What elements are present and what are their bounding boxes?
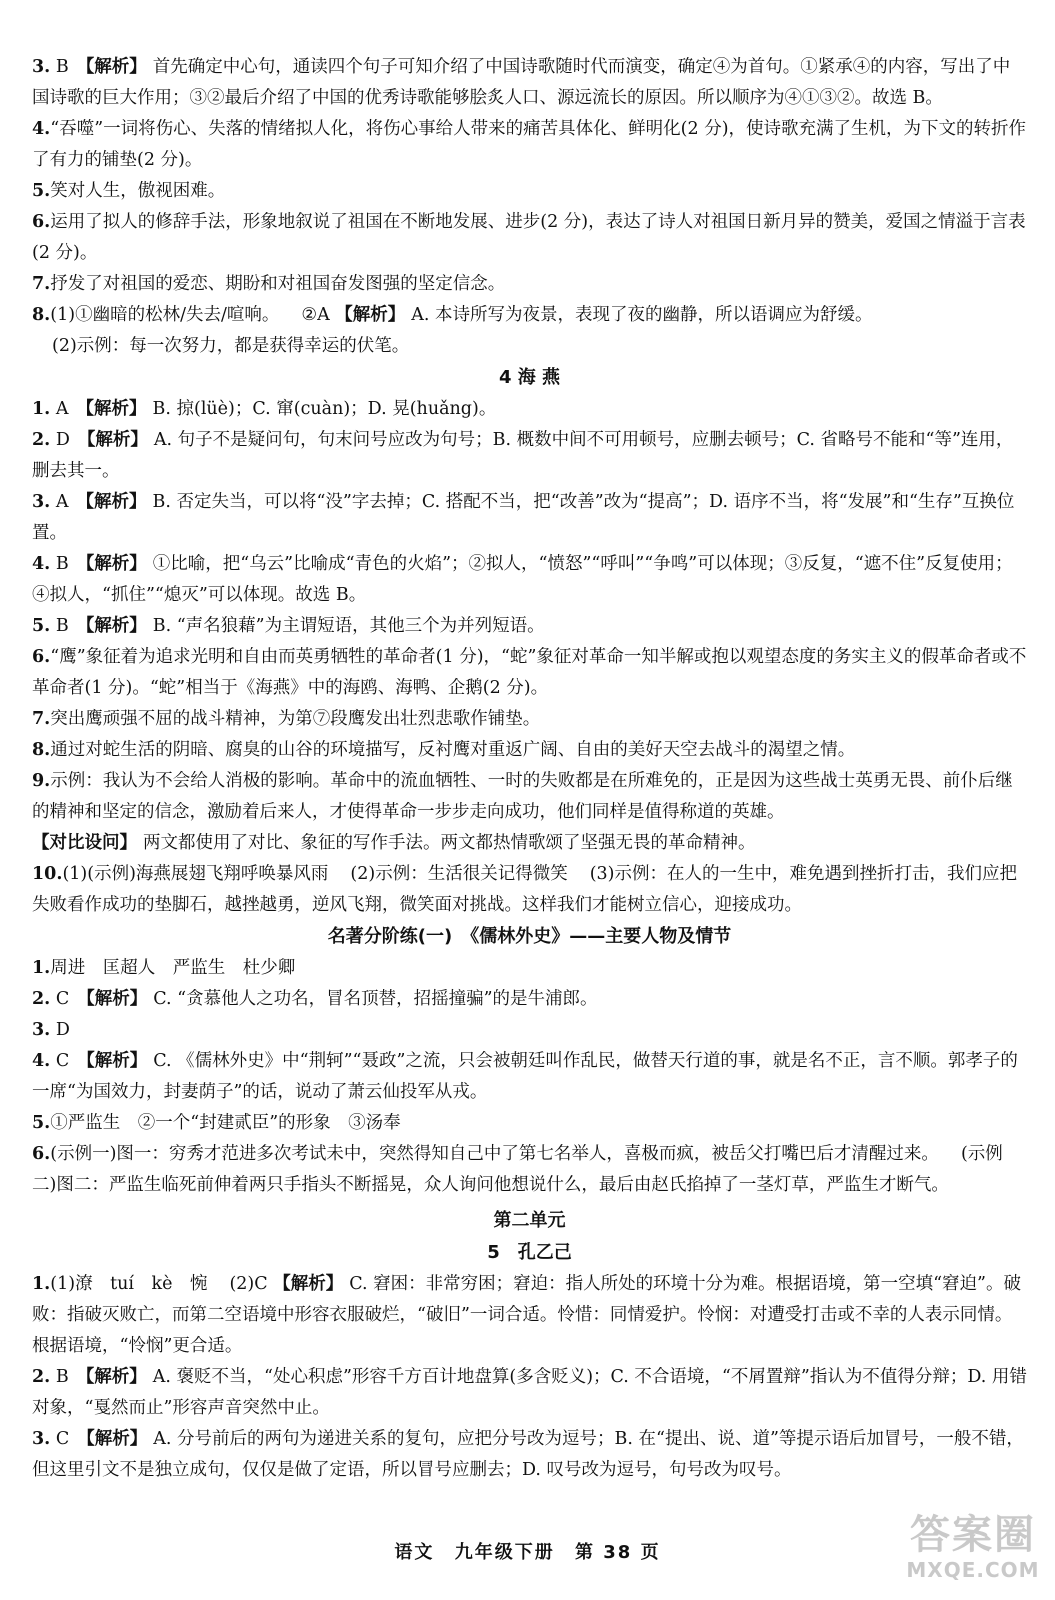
section-title: 名著分阶练(一) 《儒林外史》——主要人物及情节 (327, 926, 732, 947)
answer-item: 3. B 【解析】 首先确定中心句，通读四个句子可知介绍了中国诗歌随时代而演变，确定④为首句。①紧承④的内容，写出了中国诗歌的巨大作用；③②最后介绍了中国的优秀诗歌能够脍炙人口、源远流长的原因。所以顺序为④①③②。故选 B。 (32, 57, 1011, 108)
answer-item: 5.笑对人生，傲视困难。 (32, 181, 226, 201)
answer-item-continuation: (2)示例：每一次努力，都是获得幸运的伏笔。 (52, 336, 410, 356)
unit-title: 第二单元 (493, 1210, 566, 1231)
answer-item: 1. A 【解析】 B. 掠(lüè)；C. 窜(cuàn)；D. 晃(huǎng)。 (32, 399, 497, 419)
watermark-url: MXQE.COM (906, 1558, 1040, 1582)
answer-item: 6.(示例一)图一：穷秀才范进多次考试未中，突然得知自己中了第七名举人，喜极而疯，被岳父打嘴巴后才清醒过来。 (示例二)图二：严监生临死前伸着两只手指头不断摇晃，众人询问他想说什么，最后由赵氏掐掉了一茎灯草，严监生才断气。 (32, 1144, 1003, 1195)
answer-item: 3. A 【解析】 B. 否定失当，可以将“没”字去掉；C. 搭配不当，把“改善”改为“提高”；D. 语序不当，将“发展”和“生存”互换位置。 (32, 492, 1015, 543)
answer-item: 5.①严监生 ②一个“封建贰臣”的形象 ③汤奉 (32, 1113, 401, 1133)
footer-subject: 语文 (394, 1542, 435, 1563)
answer-item: 3. C 【解析】 A. 分号前后的两句为递进关系的复句，应把分号改为逗号；B. 在“提出、说、道”等提示语后加冒号，一般不错，但这里引文不是独立成句，仅仅是做了定语，所以冒号应删去；D. 叹号改为逗号，句号改为叹号。 (32, 1429, 1024, 1480)
answer-item: 4. C 【解析】 C. 《儒林外史》中“荆轲”“聂政”之流，只会被朝廷叫作乱民，做替天行道的事，就是名不正，言不顺。郭孝子的一席“为国效力，封妻荫子”的话，说动了萧云仙投军从戎。 (32, 1051, 1018, 1102)
answer-item: 4.“吞噬”一词将伤心、失落的情绪拟人化，将伤心事给人带来的痛苦具体化、鲜明化(2 分)，使诗歌充满了生机，为下文的转折作了有力的铺垫(2 分)。 (32, 119, 1027, 170)
answer-item: 1.(1)潦 tuí kè 惋 (2)C 【解析】 C. 窘困：非常穷困；窘迫：指人所处的环境十分为难。根据语境，第一空填“窘迫”。破败：指破灭败亡，而第二空语境中形容衣服破烂，“破旧”一词合适。怜惜：同情爱护。怜悯：对遭受打击或不幸的人表示同情。根据语境，“怜悯”更合适。 (32, 1274, 1021, 1356)
answer-item: 8.通过对蛇生活的阴暗、腐臭的山谷的环境描写，反衬鹰对重返广阔、自由的美好天空去战斗的渴望之情。 (32, 740, 856, 760)
answer-item: 5. B 【解析】 B. “声名狼藉”为主谓短语，其他三个为并列短语。 (32, 616, 545, 636)
answer-item: 2. B 【解析】 A. 褒贬不当，“处心积虑”形容千方百计地盘算(多含贬义)；C. 不合语境，“不屑置辩”指认为不值得分辩；D. 用错对象，“戛然而止”形容声音突然中止。 (32, 1367, 1027, 1418)
answer-item: 10.(1)(示例)海燕展翅飞翔呼唤暴风雨 (2)示例：生活很关记得微笑 (3)示例：在人的一生中，难免遇到挫折打击，我们应把失败看作成功的垫脚石，越挫越勇，逆风飞翔，微笑面对挑战。这样我们才能树立信心，迎接成功。 (32, 864, 1017, 915)
answer-item: 7.抒发了对祖国的爱恋、期盼和对祖国奋发图强的坚定信念。 (32, 274, 506, 294)
answer-item: 1.周进 匡超人 严监生 杜少卿 (32, 958, 296, 978)
answer-item: 9.示例：我认为不会给人消极的影响。革命中的流血牺牲、一时的失败都是在所难免的，正是因为这些战士英勇无畏、前仆后继的精神和坚定的信念，激励着后来人，才使得革命一步步走向成功，他们同样是值得称道的英雄。 (32, 771, 1013, 822)
footer-page-number: 第 38 页 (574, 1542, 661, 1563)
answer-item: 7.突出鹰顽强不屈的战斗精神，为第⑦段鹰发出壮烈悲歌作铺垫。 (32, 709, 541, 729)
answer-item: 6.“鹰”象征着为追求光明和自由而英勇牺牲的革命者(1 分)，“蛇”象征对革命一知半解或抱以观望态度的务实主义的假革命者或不革命者(1 分)。“蛇”相当于《海燕》中的海鸥、海鸭、企鹅(2 分)。 (32, 647, 1027, 698)
answer-item: 6.运用了拟人的修辞手法，形象地叙说了祖国在不断地发展、进步(2 分)，表达了诗人对祖国日新月异的赞美，爱国之情溢于言表(2 分)。 (32, 212, 1026, 263)
footer-grade: 九年级下册 (454, 1542, 555, 1563)
page-footer (0, 1538, 1055, 1564)
watermark-text: 答案圈 (910, 1512, 1036, 1558)
answer-item: 8.(1)①幽暗的松林/失去/喧响。 ②A 【解析】 A. 本诗所写为夜景，表现了夜的幽静，所以语调应为舒缓。 (32, 305, 873, 325)
answer-item: 3. D (32, 1020, 70, 1040)
compare-question: 【对比设问】 两文都使用了对比、象征的写作手法。两文都热情歌颂了坚强无畏的革命精神。 (32, 833, 756, 853)
answer-item: 4. B 【解析】 ①比喻，把“乌云”比喻成“青色的火焰”；②拟人，“愤怒”“呼叫”“争鸣”可以体现；③反复，“遮不住”反复使用；④拟人，“抓住”“熄灭”可以体现。故选 B。 (32, 554, 1013, 605)
section-title: 4 海 燕 (498, 367, 561, 388)
watermark-logo (903, 1512, 1043, 1592)
answer-item: 2. C 【解析】 C. “贪慕他人之功名，冒名顶替，招摇撞骗”的是牛浦郎。 (32, 989, 598, 1009)
answer-item: 2. D 【解析】 A. 句子不是疑问句，句末问号应改为句号；B. 概数中间不可用顿号，应删去顿号；C. 省略号不能和“等”连用，删去其一。 (32, 430, 1014, 481)
answer-page (32, 52, 1027, 1486)
section-title: 5 孔乙己 (487, 1242, 572, 1263)
